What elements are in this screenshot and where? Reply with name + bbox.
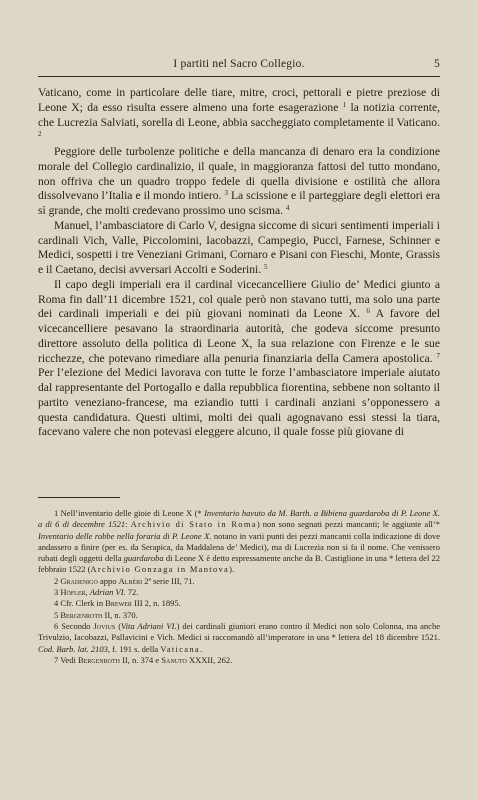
header-rule xyxy=(38,76,440,77)
text-run: La scissione e il parteggiare degli elettori era sì grande, che molti credevano prossimo uno scisma. xyxy=(38,189,440,217)
text-run: III 2, n. 1895. xyxy=(131,598,181,609)
text-run: 2 xyxy=(54,575,61,586)
text-run: Peggiore delle turbolenze politiche e della mancanza di denaro era la condizione morale del Collegio cardinalizio, il quale, in maggioranza fattosi del tutto mondano, non offriva che un quadro troppo fedele di quella divisione e ostilità che allora dissolvevano l’Italia e il mondo intiero. xyxy=(38,145,440,203)
text-run: notano in varii punti dei pezzi mancanti colla indicazione di dove andassero a finire (per es. da Serapica, da Maddalena de’ Medici), ma di Lucrezia non si fa il nome. Che venissero rubati degli oggetti della xyxy=(38,530,441,564)
italic-text: Adrian VI xyxy=(89,587,124,598)
author-name: Höfler xyxy=(60,587,86,598)
spaced-archive-name: Archivio di Stato in Roma xyxy=(130,519,257,530)
text-run: ( xyxy=(115,620,122,631)
author-name: Brewer xyxy=(105,598,132,609)
text-run: . 72. xyxy=(123,587,139,598)
text-run: 3 xyxy=(54,587,61,598)
text-run: 5 xyxy=(54,609,61,620)
text-run: . xyxy=(200,643,203,654)
footnote-ref: 4 xyxy=(285,204,290,212)
footnotes xyxy=(38,508,440,666)
footnote-ref: 7 xyxy=(436,351,440,360)
author-name: Bergenroth xyxy=(77,654,120,665)
footnote xyxy=(38,576,440,587)
page-number: 5 xyxy=(434,58,440,70)
text-run: Manuel, l’ambasciatore di Carlo V, designa siccome di sicuri sentimenti imperiali i cardinali Vich, Valle, Piccolomini, Iacobazzi, Campegio, Pucci, Farnese, Schinner e Medici, sospetti i tre Veneziani Grimani, Cornaro e Pisani con Fieschi, Monte, Grassis e il Caetano, decisi avversari Accolti e Soderini. xyxy=(38,218,440,276)
italic-text: guardaroba xyxy=(123,553,164,564)
text-run: la notizia corrente, che Lucrezia Salviati, sorella di Leone, abbia saccheggiato completamente il Vaticano. xyxy=(38,100,441,129)
main-text xyxy=(38,86,440,440)
text-run: ) non sono segnati pezzi mancanti; le aggiunte all’* xyxy=(256,519,440,530)
footnote-ref: 3 xyxy=(224,189,228,198)
footnote-ref: 5 xyxy=(264,263,268,271)
text-run: : xyxy=(125,519,131,530)
text-run: Per l’elezione del Medici lavorava con tutte le forze l’ambasciatore imperiale aiutato dal rappresentante del Portogallo e dalla repubblica fiorentina, sebbene non soltanto il partito veneziano-francese, ma eziandio tutti i cardinali anziani s’opponessero a questa candidatura. Questi ultimi, molti dei quali agognavano essi stessi la tiara, facevano valere che non potevasi eleggere alcuno, il quale fosse più giovane di xyxy=(38,366,440,439)
footnote xyxy=(38,508,440,576)
footnote xyxy=(38,655,440,666)
text-run: A favore del vicecancelliere pesavano la straordinaria autorità, che godeva siccome presunto direttore assoluto della politica di Leone X, la sua relazione con Firenze e le sue ricchezze, che potevano rimediare alla penuria finanziaria della Camera apostolica. xyxy=(38,307,440,365)
author-name: Bergenroth xyxy=(60,609,103,620)
footnote xyxy=(38,610,440,621)
running-header xyxy=(38,58,440,76)
text-run: , f. 191 s. della xyxy=(107,643,161,654)
running-title: I partiti nel Sacro Collegio. xyxy=(173,58,305,70)
footnote-separator xyxy=(38,497,120,498)
author-name: Gradenigo xyxy=(60,575,98,586)
text-run: , xyxy=(85,587,90,598)
text-run: appo xyxy=(97,575,119,586)
footnote-ref: 2 xyxy=(38,130,42,139)
paragraph xyxy=(38,219,440,278)
text-run: Il capo degli imperiali era il cardinal vicecancelliere Giulio de’ Medici giunto a Roma fin dall’11 dicembre 1521, col quale però non stavano tutti, ma solo una parte dei cardinali imperiali e dei più giovani nominati da Leone X. xyxy=(38,277,440,321)
spaced-archive-name: Archivio Gonzaga in Mantova xyxy=(90,564,230,575)
footnote-ref: 6 xyxy=(366,307,370,316)
text-run: di Leone X è detto espressamente anche da B. Castiglione in una * lettera del 22 febbraio 1522 ( xyxy=(38,553,440,575)
paragraph xyxy=(38,86,440,145)
italic-text: Cod. Barb. lat. 2103 xyxy=(38,643,108,654)
author-name: Albèri xyxy=(118,575,143,586)
spaced-archive-name: Vaticana xyxy=(160,643,200,654)
paragraph xyxy=(38,278,440,440)
text-run: XXXII, 262. xyxy=(186,654,233,665)
paragraph xyxy=(38,145,440,219)
footnote xyxy=(38,587,440,598)
author-name: Jovius xyxy=(93,620,116,631)
italic-text: Inventario delle robbe nella foraria di P. Leone X. xyxy=(38,530,212,541)
text-run: 4 Cfr. Clerk in xyxy=(54,598,106,609)
italic-text: Vita Adriani VI. xyxy=(121,620,177,631)
italic-text: Inventario havuto da M. Barth. a Bibiena guardaroba di P. Leone X. a di 6 di decembre 1521 xyxy=(38,508,440,530)
text-run: Vaticano, come in particolare delle tiare, mitre, croci, pettorali e pietre preziose di Leone X; da esso risulta essere almeno una forte esagerazione xyxy=(38,86,440,114)
text-run: 6 Secondo xyxy=(54,620,94,631)
text-run: ) dei cardinali giuniori erano contro il Medici non solo Colonna, ma anche Trivulzio, Iacobazzi, Pallavicini e Vich. Medici si raccomandò all’imperatore in una * lettera del 18 dicembre 1521. xyxy=(38,620,440,643)
text-run: 2ª serie III, 71. xyxy=(142,575,195,586)
text-run: II, n. 374 e xyxy=(119,654,162,665)
footnote xyxy=(38,621,440,655)
text-run: ). xyxy=(229,564,235,575)
footnote xyxy=(38,598,440,609)
author-name: Sanuto xyxy=(161,654,187,665)
text-run: II, n. 370. xyxy=(102,609,138,620)
text-run: 1 Nell’inventario delle gioie di Leone X (* xyxy=(54,508,205,518)
footnote-ref: 1 xyxy=(342,100,347,109)
text-run: 7 Vedi xyxy=(54,654,78,665)
